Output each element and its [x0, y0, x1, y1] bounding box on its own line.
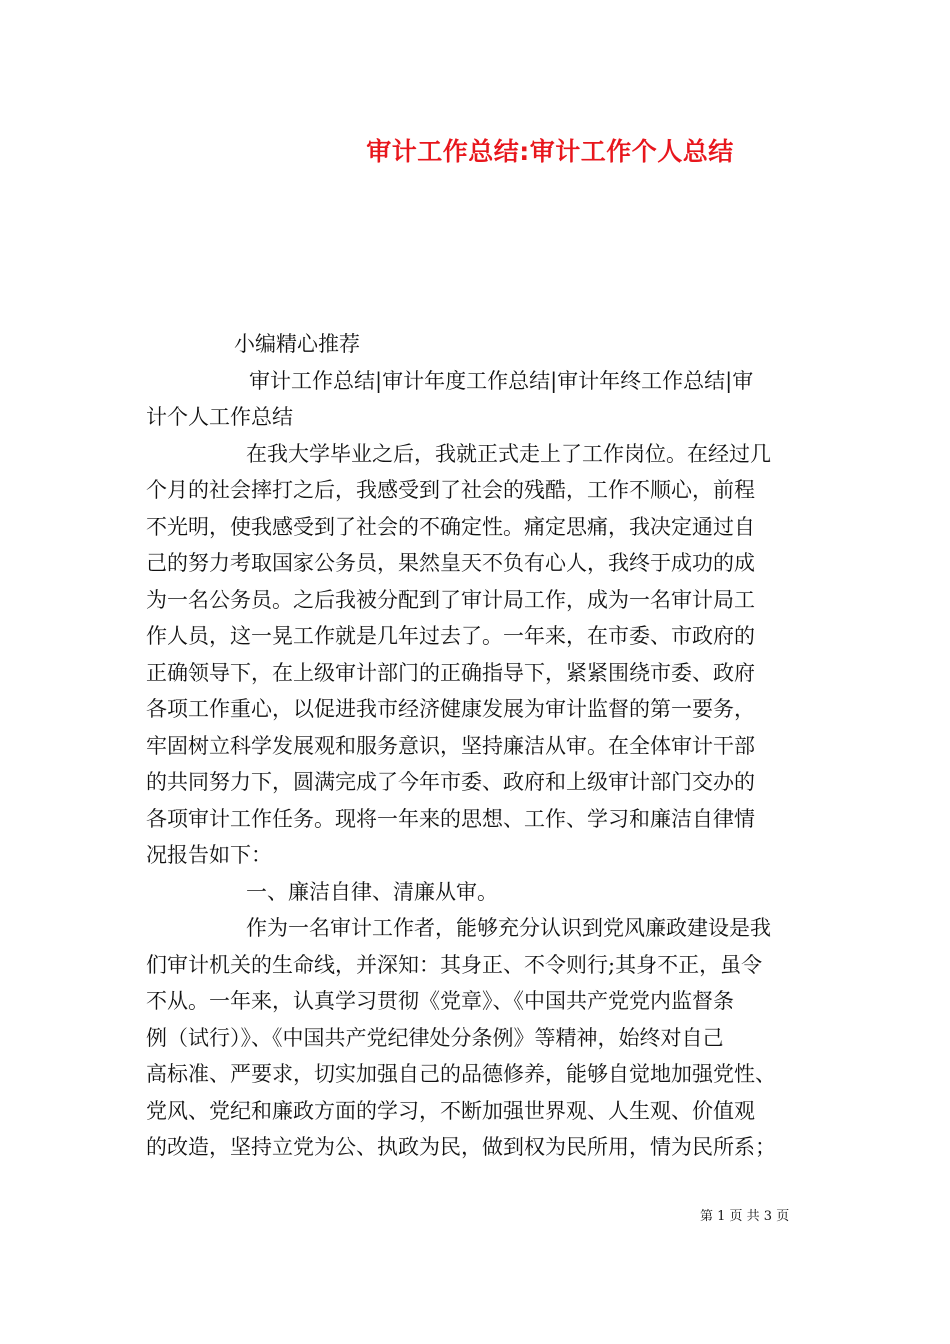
- paragraph-line: 的共同努力下，圆满完成了今年市委、政府和上级审计部门交办的: [146, 770, 755, 794]
- paragraph-line: 各项工作重心，以促进我市经济健康发展为审计监督的第一要务，: [146, 697, 755, 721]
- related-links-line-2[interactable]: 计个人工作总结: [146, 405, 293, 429]
- paragraph-line: 各项审计工作任务。现将一年来的思想、工作、学习和廉洁自律情: [146, 806, 755, 831]
- paragraph-line: 高标准、严要求，切实加强自己的品德修养，能够自觉地加强党性、: [146, 1062, 776, 1086]
- paragraph-line: 例（试行）》、《中国共产党纪律处分条例》等精神，始终对自己: [146, 1025, 724, 1050]
- paragraph-line: 们审计机关的生命线，并深知：其身正、不令则行;其身不正，虽令: [146, 952, 763, 977]
- paragraph-line: 在我大学毕业之后，我就正式走上了工作岗位。在经过几: [246, 441, 771, 466]
- paragraph-line: 不从。一年来，认真学习贯彻《党章》、《中国共产党党内监督条: [146, 989, 734, 1013]
- paragraph-line: 牢固树立科学发展观和服务意识，坚持廉洁从审。在全体审计干部: [146, 733, 755, 758]
- paragraph-line: 己的努力考取国家公务员，果然皇天不负有心人，我终于成功的成: [146, 551, 755, 575]
- paragraph-integrity: [146, 910, 808, 1166]
- document-body: [146, 326, 808, 1166]
- related-links-line-1[interactable]: 审计工作总结|审计年度工作总结|审计年终工作总结|审: [249, 368, 754, 393]
- paragraph-line: 个月的社会摔打之后，我感受到了社会的残酷，工作不顺心，前程: [146, 478, 755, 502]
- paragraph-line: 的改造，坚持立党为公、执政为民，做到权为民所用，情为民所系；: [146, 1135, 776, 1159]
- section-heading: 一、廉洁自律、清廉从审。: [246, 879, 498, 904]
- recommend-label: 小编精心推荐: [234, 332, 360, 356]
- paragraph-line: 正确领导下，在上级审计部门的正确指导下，紧紧围绕市委、政府: [146, 660, 755, 685]
- paragraph-intro: [146, 436, 808, 874]
- paragraph-line: 况报告如下：: [146, 843, 272, 867]
- paragraph-line: 作人员，这一晃工作就是几年过去了。一年来，在市委、市政府的: [146, 624, 755, 648]
- paragraph-line: 党风、党纪和廉政方面的学习，不断加强世界观、人生观、价值观: [146, 1098, 755, 1123]
- document-title: 审计工作总结:审计工作个人总结: [366, 137, 734, 166]
- paragraph-line: 作为一名审计工作者，能够充分认识到党风廉政建设是我: [246, 916, 771, 940]
- paragraph-line: 为一名公务员。之后我被分配到了审计局工作，成为一名审计局工: [146, 587, 755, 612]
- paragraph-line: 不光明，使我感受到了社会的不确定性。痛定思痛，我决定通过自: [146, 514, 755, 539]
- page-number: 第 1 页 共 3 页: [700, 1209, 790, 1224]
